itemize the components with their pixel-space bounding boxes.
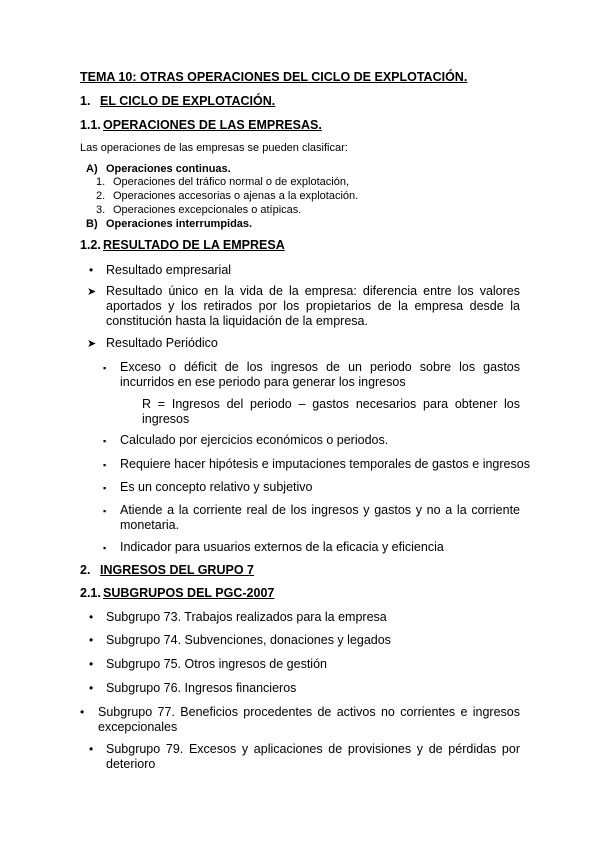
subsection-1-1-heading: OPERACIONES DE LAS EMPRESAS. [103,118,322,132]
list-item-number: 3. [96,204,106,216]
section-1-number: 1. [80,94,91,108]
list-item: Resultado Periódico [106,336,218,350]
list-b-text: Operaciones interrumpidas. [106,218,253,230]
bullet-icon: • [89,263,94,277]
subsection-2-1-heading: SUBGRUPOS DEL PGC-2007 [103,586,275,600]
square-bullet-icon: ▪ [103,363,107,373]
square-bullet-icon: ▪ [103,460,107,470]
list-item: Indicador para usuarios externos de la eficacia y eficiencia [120,540,444,554]
list-item: Subgrupo 79. Excesos y aplicaciones de provisiones y de pérdidas por deterioro [106,742,520,771]
list-b-label: B) [86,218,98,230]
bullet-icon: • [80,705,85,719]
bullet-icon: • [89,657,94,671]
list-item: Resultado único en la vida de la empresa: diferencia entre los valores aportados y los retirados por los propietarios de la empresa desde la constitución hasta la liquidación de la empresa. [106,284,520,328]
square-bullet-icon: ▪ [103,436,107,446]
list-a-text: Operaciones continuas. [106,163,231,175]
list-item-number: 2. [96,190,106,202]
list-item: Subgrupo 73. Trabajos realizados para la empresa [106,610,387,624]
intro-text: Las operaciones de las empresas se pueden clasificar: [80,142,348,154]
list-item: Resultado empresarial [106,263,232,277]
subsection-2-1-number: 2.1. [80,586,101,600]
list-item-number: 1. [96,176,106,188]
list-item: Subgrupo 74. Subvenciones, donaciones y legados [106,633,391,647]
list-item: Subgrupo 77. Beneficios procedentes de activos no corrientes e ingresos excepcionales [98,705,520,734]
square-bullet-icon: ▪ [103,506,107,516]
bullet-icon: • [89,610,94,624]
square-bullet-icon: ▪ [103,483,107,493]
list-item: Operaciones del tráfico normal o de explotación, [113,176,350,188]
list-a-label: A) [86,163,98,175]
formula: R = Ingresos del periodo – gastos necesarios para obtener los ingresos [142,397,520,426]
list-item: Atiende a la corriente real de los ingresos y gastos y no a la corriente monetaria. [120,503,520,532]
section-2-heading: INGRESOS DEL GRUPO 7 [100,563,254,577]
list-item: Es un concepto relativo y subjetivo [120,480,313,494]
bullet-icon: • [89,681,94,695]
section-2-number: 2. [80,563,91,577]
subsection-1-2-number: 1.2. [80,238,101,252]
list-item: Subgrupo 76. Ingresos financieros [106,681,297,695]
bullet-icon: • [89,742,94,756]
list-item: Operaciones excepcionales o atípicas. [113,204,302,216]
section-1-heading: EL CICLO DE EXPLOTACIÓN. [100,94,276,108]
square-bullet-icon: ▪ [103,543,107,553]
list-item: Exceso o déficit de los ingresos de un periodo sobre los gastos incurridos en ese periodo para generar los ingresos [120,360,520,389]
bullet-icon: • [89,633,94,647]
document-title: TEMA 10: OTRAS OPERACIONES DEL CICLO DE EXPLOTACIÓN. [80,70,468,84]
list-item: Subgrupo 75. Otros ingresos de gestión [106,657,327,671]
arrow-bullet-icon: ➤ [87,338,97,350]
subsection-1-2-heading: RESULTADO DE LA EMPRESA [103,238,285,252]
arrow-bullet-icon: ➤ [87,286,97,298]
list-item: Calculado por ejercicios económicos o periodos. [120,433,389,447]
subsection-1-1-number: 1.1. [80,118,101,132]
list-item: Operaciones accesorias o ajenas a la explotación. [113,190,359,202]
list-item: Requiere hacer hipótesis e imputaciones temporales de gastos e ingresos [120,457,530,471]
